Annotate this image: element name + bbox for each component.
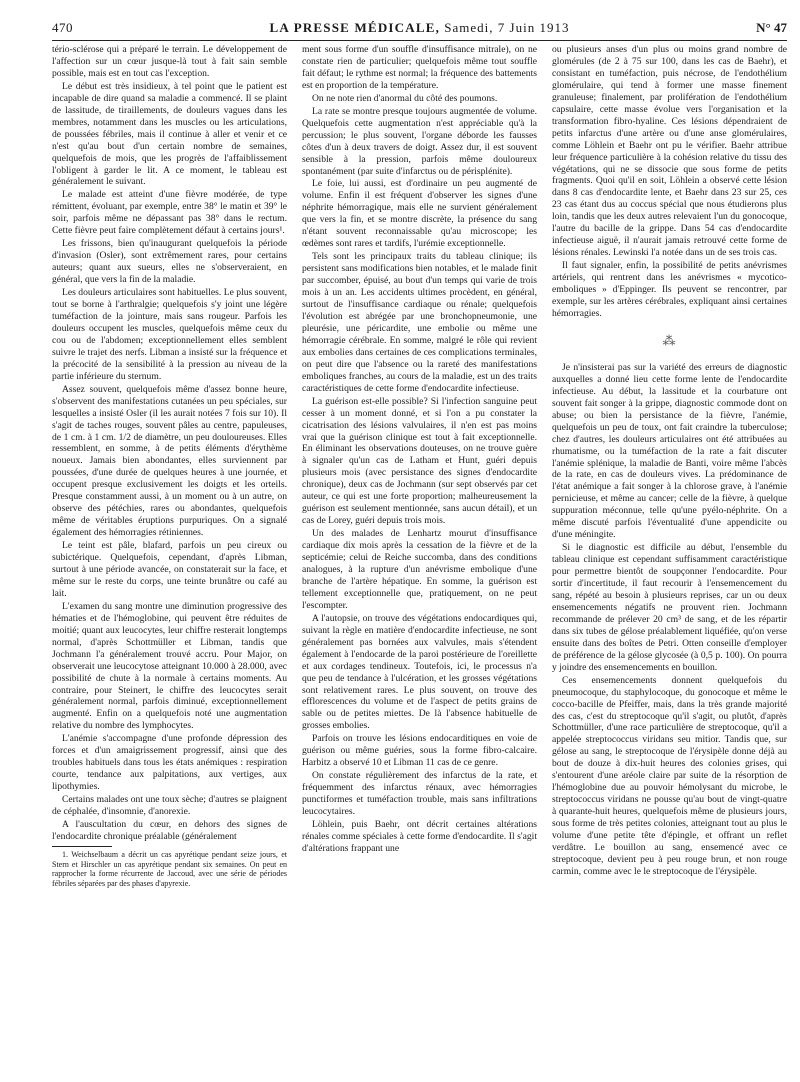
paragraph: tério-sclérose qui a préparé le terrain. Le développement de l'affection sur un cœur jusque-là tout à fait sain semble possible, mais est en tout cas l'exception. <box>52 44 287 79</box>
paragraph: Les douleurs articulaires sont habituelles. Le plus souvent, tout se borne à l'arthralgie; quelquefois s'y joint une légère tuméfaction de la jointure, mais sans rougeur. Parfois les douleurs occupent les muscles, quelquefois même ceux du cou ou de l'abdomen; exceptionnellement elles semblent suivre le trajet des nerfs. Libman a insisté sur la fréquence et la précocité de la sensibilité à la pression au niveau de la partie inférieure du sternum. <box>52 287 287 382</box>
column-2 <box>302 44 537 1074</box>
issue-number: N° 47 <box>756 20 787 35</box>
paragraph: Assez souvent, quelquefois même d'assez bonne heure, s'observent des manifestations cutanées un peu spéciales, sur lesquelles a insisté Osler (il les aurait notées 7 fois sur 10). Il s'agit de taches rouges, souvent pâles au centre, papuleuses, de 1 cm. à 1 cm. 1/2 de diamètre, un peu douloureuses. Elles ressemblent, en somme, à de petits éléments d'érythème noueux. Jamais bien abondantes, elles surviennent par poussées, d'une durée de quelques heures à une journée, et occupent presque exclusivement les doigts et les orteils. Presque constamment aussi, à un moment ou à un autre, on observe des pétéchies, rares ou abondantes, quelquefois même de véritables éruptions purpuriques. On a signalé également des hémorragies rétiniennes. <box>52 383 287 539</box>
column-3 <box>552 44 787 1074</box>
paragraph: Tels sont les principaux traits du tableau clinique; ils persistent sans modifications bien notables, et le malade finit par succomber, épuisé, au bout d'un temps qui varie de trois mois à un an. Les accidents ultimes procèdent, en général, surtout de l'insuffisance cardiaque ou rénale; quelquefois l'évolution est abrégée par une bronchopneumonie, une pleurésie, une péricardite, une embolie ou même une hémorragie cérébrale. En somme, malgré le rôle qui revient aux embolies dans certaines de ces complications terminales, on peut dire que l'absence ou la rareté des manifestations emboliques franches, au cours de la maladie, est un des traits caractéristiques de cette forme d'endocardite infectieuse. <box>302 251 537 394</box>
journal-name: LA PRESSE MÉDICALE, <box>269 20 441 35</box>
paragraph: Le malade est atteint d'une fièvre modérée, de type rémittent, évoluant, par exemple, entre 38° le matin et 39° le soir, parfois même ne dépassant pas 38° dans le rectum. Cette fièvre peut faire complètement défaut à certains jours¹. <box>52 189 287 237</box>
page-number: 470 <box>52 20 73 35</box>
paragraph: ou plusieurs anses d'un plus ou moins grand nombre de glomérules (de 2 à 75 sur 100, dans les cas de Baehr), et consistant en tuméfaction, puis nécrose, de l'endothélium glomérulaire, qui tend à former une masse finement granuleuse; finalement, par prolifération de l'endothélium capsulaire, cette masse évolue vers l'organisation et la transformation fibro-hyaline. Ces lésions dépendraient de petits infarctus d'une artère ou d'une anse glomérulaires, comme Löhlein et Baehr ont pu le vérifier. Baehr attribue leur fréquence particulière à la cohésion relative du tissu des végétations, qui ne se dissocie que sous forme de petits fragments. Quoi qu'il en soit, Löhlein a observé cette lésion dans 8 cas d'endocardite lente, et Baehr dans 23 sur 25, ces 23 cas étant dus au coccus spécial que nous étudierons plus loin, tandis que les deux autres relevaient l'un du gonocoque, l'autre du bacille de la grippe. Dans 54 cas d'endocardite infectieuse aiguë, il n'aurait jamais retrouvé cette forme de lésions rénales. Lewinski l'a notée dans un de ses trois cas. <box>552 44 787 259</box>
page-header <box>52 20 787 40</box>
paragraph: Si le diagnostic est difficile au début, l'ensemble du tableau clinique est cependant suffisamment caractéristique pour permettre bientôt de soupçonner l'endocardite. Pour sortir d'incertitude, il faut recourir à l'ensemencement du sang, répété au besoin à plusieurs reprises, car un ou deux ensemencements négatifs ne prouvent rien. Jochmann recommande de prélever 20 cm³ de sang, et de les répartir dans six tubes de gélose préalablement liquéfiée, qu'on verse ensuite dans des boîtes de Petri. Otten conseille d'employer de préférence de la gélose glycosée (à 0,5 p. 100). On pourra y joindre des ensemencements en bouillon. <box>552 542 787 673</box>
issue-date: Samedi, 7 Juin 1913 <box>444 20 570 35</box>
paragraph: On ne note rien d'anormal du côté des poumons. <box>312 92 498 104</box>
paragraph: A l'auscultation du cœur, en dehors des signes de l'endocardite chronique préalable (généralement <box>52 819 287 842</box>
paragraph: Löhlein, puis Baehr, ont décrit certaines altérations rénales comme spéciales à cette forme d'endocardite. Il s'agit d'altérations frappant une <box>302 819 537 854</box>
paragraph: Le teint est pâle, blafard, parfois un peu cireux ou subictérique. Quelquefois, cependant, d'après Libman, surtout à une période avancée, on constaterait sur la face, et même sur le reste du corps, une teinte brunâtre ou café au lait. <box>52 540 287 599</box>
paragraph: On constate régulièrement des infarctus de la rate, et fréquemment des infarctus rénaux, avec hémorragies punctiformes et tuméfaction trouble, mais sans infiltrations leucocytaires. <box>302 770 537 818</box>
paragraph: Parfois on trouve les lésions endocarditiques en voie de guérison ou même guéries, sous la forme fibro-calcaire. Harbitz a observé 10 et Libman 11 cas de ce genre. <box>302 733 537 769</box>
paragraph: L'examen du sang montre une diminution progressive des hématies et de l'hémoglobine, qui peuvent être réduites de moitié; quant aux leucocytes, leur chiffre resterait longtemps normal, d'après Schottmüller et Libman, tandis que Jochmann l'a généralement trouvé accru. Pour Major, on observerait une leucocytose atteignant 10.000 à 28.000, avec possibilité de chute à la normale à certains moments. Au contraire, pour Steinert, le chiffre des leucocytes serait généralement normal, parfois diminué, exceptionnellement augmenté. Enfin on a quelquefois noté une augmentation relative du nombre des lymphocytes. <box>52 600 287 732</box>
paragraph: La guérison est-elle possible? Si l'infection sanguine peut cesser à un moment donné, et si l'on a pu constater la cicatrisation des lésions valvulaires, il n'en est pas moins vrai que la guérison clinique est tout à fait exceptionnelle. En éliminant les observations douteuses, on ne trouve guère à signaler qu'un cas de Latham et Hunt, guéri depuis plusieurs mois (avec persistance des signes d'endocardite chronique), deux cas de Jochmann (sur sept observés par cet auteur, ce qui est une forte proportion; malheureusement la guérison est seulement mentionnée, sans aucun détail), et un cas de Lorey, guéri depuis trois mois. <box>302 395 537 527</box>
paragraph: Je n'insisterai pas sur la variété des erreurs de diagnostic auxquelles a donné lieu cette forme lente de l'endocardite infectieuse. Au début, la lassitude et la courbature ont souvent fait songer à la grippe, diagnostic commode dont on abuse; ou bien la persistance de la fièvre, l'anémie, quelquefois un peu de toux, ont fait craindre la tuberculose; chez d'autres, les douleurs articulaires ont été attribuées au rhumatisme, ou la tuméfaction de la rate a fait discuter l'anémie splénique, la maladie de Banti, voire même l'abcès de la rate, en cas de douleurs vives. La prédominance de l'état anémique a fait songer à la chlorose grave, à l'anémie pernicieuse, et même au cancer; celle de la fièvre, à quelque suppuration méconnue, telle qu'une pyélo-néphrite. On a même discuté parfois l'éventualité d'une appendicite ou d'une méningite. <box>552 361 787 541</box>
paragraph: Le début est très insidieux, à tel point que le patient est incapable de dire quand sa maladie a commencé. Il se plaint de lassitude, de tiraillements, de douleurs vagues dans les membres, notamment dans les muscles ou les articulations, de poussées fébriles, mais il continue à aller et venir et ce n'est qu'au bout d'un certain nombre de semaines, quelquefois de mois, que les progrès de l'affaiblissement l'obligent à garder le lit. A ce moment, le tableau est généralement le suivant. <box>52 80 287 188</box>
paragraph: Un des malades de Lenhartz mourut d'insuffisance cardiaque dix mois après la cessation de la fièvre et de la septicémie; celui de Reiche succomba, dans des conditions analogues, à la rupture d'un anévrisme embolique d'une branche de l'artère hépatique. En somme, la guérison est tellement exceptionnelle que, pratiquement, on ne peut l'escompter. <box>302 528 537 611</box>
paragraph: La rate se montre presque toujours augmentée de volume. Quelquefois cette augmentation n'est appréciable qu'à la percussion; le plus souvent, l'organe déborde les fausses côtes d'un à deux travers de doigt. Assez dur, il est souvent sensible à la pression, parfois même douloureux spontanément (par suite d'infarctus ou de périsplénite). <box>302 105 537 177</box>
paragraph: A l'autopsie, on trouve des végétations endocardiques qui, suivant la règle en matière d'endocardite infectieuse, ne sont généralement pas bornées aux valvules, mais s'étendent également à l'endocarde de la paroi postérieure de l'oreillette et aux cordages tendineux. Toutefois, ici, le processus n'a que peu de tendance à l'ulcération, et les grosses végétations sont relativement rares. Le plus souvent, on trouve des efflorescences du volume et de l'aspect de petits grains de sable ou de petites miettes. De là l'absence habituelle de grosses embolies. <box>302 612 537 732</box>
header-rule <box>52 40 787 41</box>
paragraph: Certains malades ont une toux sèche; d'autres se plaignent de céphalée, d'insomnie, d'anorexie. <box>52 794 287 818</box>
column-1 <box>52 44 287 1074</box>
footnote-rule <box>52 846 112 847</box>
paragraph: Le foie, lui aussi, est d'ordinaire un peu augmenté de volume. Enfin il est fréquent d'observer les signes d'une néphrite hémorragique, mais elle ne survient généralement que vers la fin, et se montre discrète, la présence du sang n'étant souvent reconnaissable qu'au microscope; les œdèmes sont rares et tardifs, l'urémie exceptionnelle. <box>302 178 537 250</box>
footnote: 1. Weichselbaum a décrit un cas apyrétique pendant seize jours, et Stern et Hirschler un cas apyrétique pendant six semaines. On peut en rapprocher la forme récurrente de Jaccoud, avec une série de périodes fébriles séparées par des phases d'apyrexie. <box>52 849 287 888</box>
paragraph: ment sous forme d'un souffle d'insuffisance mitrale), on ne constate rien de particulier; quelquefois même tout souffle fait défaut; le rythme est normal; la fréquence des battements est en proportion de la température. <box>302 44 537 91</box>
section-separator-asterism: ⁂ <box>662 332 677 348</box>
paragraph: Il faut signaler, enfin, la possibilité de petits anévrismes artériels, qui rentrent dans les anévrismes « mycotico-emboliques » d'Eppinger. Ils peuvent se rencontrer, par exemple, sur les artères cérébrales, expliquant ainsi certaines hémorragies. <box>552 260 787 319</box>
journal-title-line <box>52 20 787 36</box>
paragraph: L'anémie s'accompagne d'une profonde dépression des forces et d'un amaigrissement progressif, ainsi que des troubles habituels dans tous les états anémiques : respiration courte, tendance aux palpitations, aux vertiges, aux lipothymies. <box>52 733 287 793</box>
paragraph: Ces ensemencements donnent quelquefois du pneumocoque, du staphylocoque, du gonocoque et même le cocco-bacille de Pfeiffer, mais, dans la très grande majorité des cas, c'est du streptocoque qu'il s'agit, ou plutôt, d'après Schottmüller, d'une race particulière de streptocoque, qu'il a appelée streptococcus viridans seu mitior. Tandis que, sur gélose au sang, le streptocoque de l'érysipèle donne déjà au bout de douze à dix-huit heures des colonies grises, qui s'entourent d'une aréole claire par suite de la résorption de l'hémoglobine due au pouvoir hémolysant du microbe, le streptococcus viridans ne pousse qu'au bout de vingt-quatre à quarante-huit heures, quelquefois même de plusieurs jours, sous forme de très petites colonies, atteignant tout au plus le volume d'une petite tête d'épingle, et offrant un reflet verdâtre. Le bouillon au sang, ensemencé avec ce streptocoque, devient peu à peu rouge brun, et non rouge carmin, comme avec le le streptocoque de l'érysipèle. <box>552 674 787 877</box>
paragraph: Les frissons, bien qu'inaugurant quelquefois la période d'invasion (Osler), sont extrêmement rares, pour certains auteurs; quant aux sueurs, elles ne s'observeraient, en général, que vers la fin de la maladie. <box>52 238 287 286</box>
